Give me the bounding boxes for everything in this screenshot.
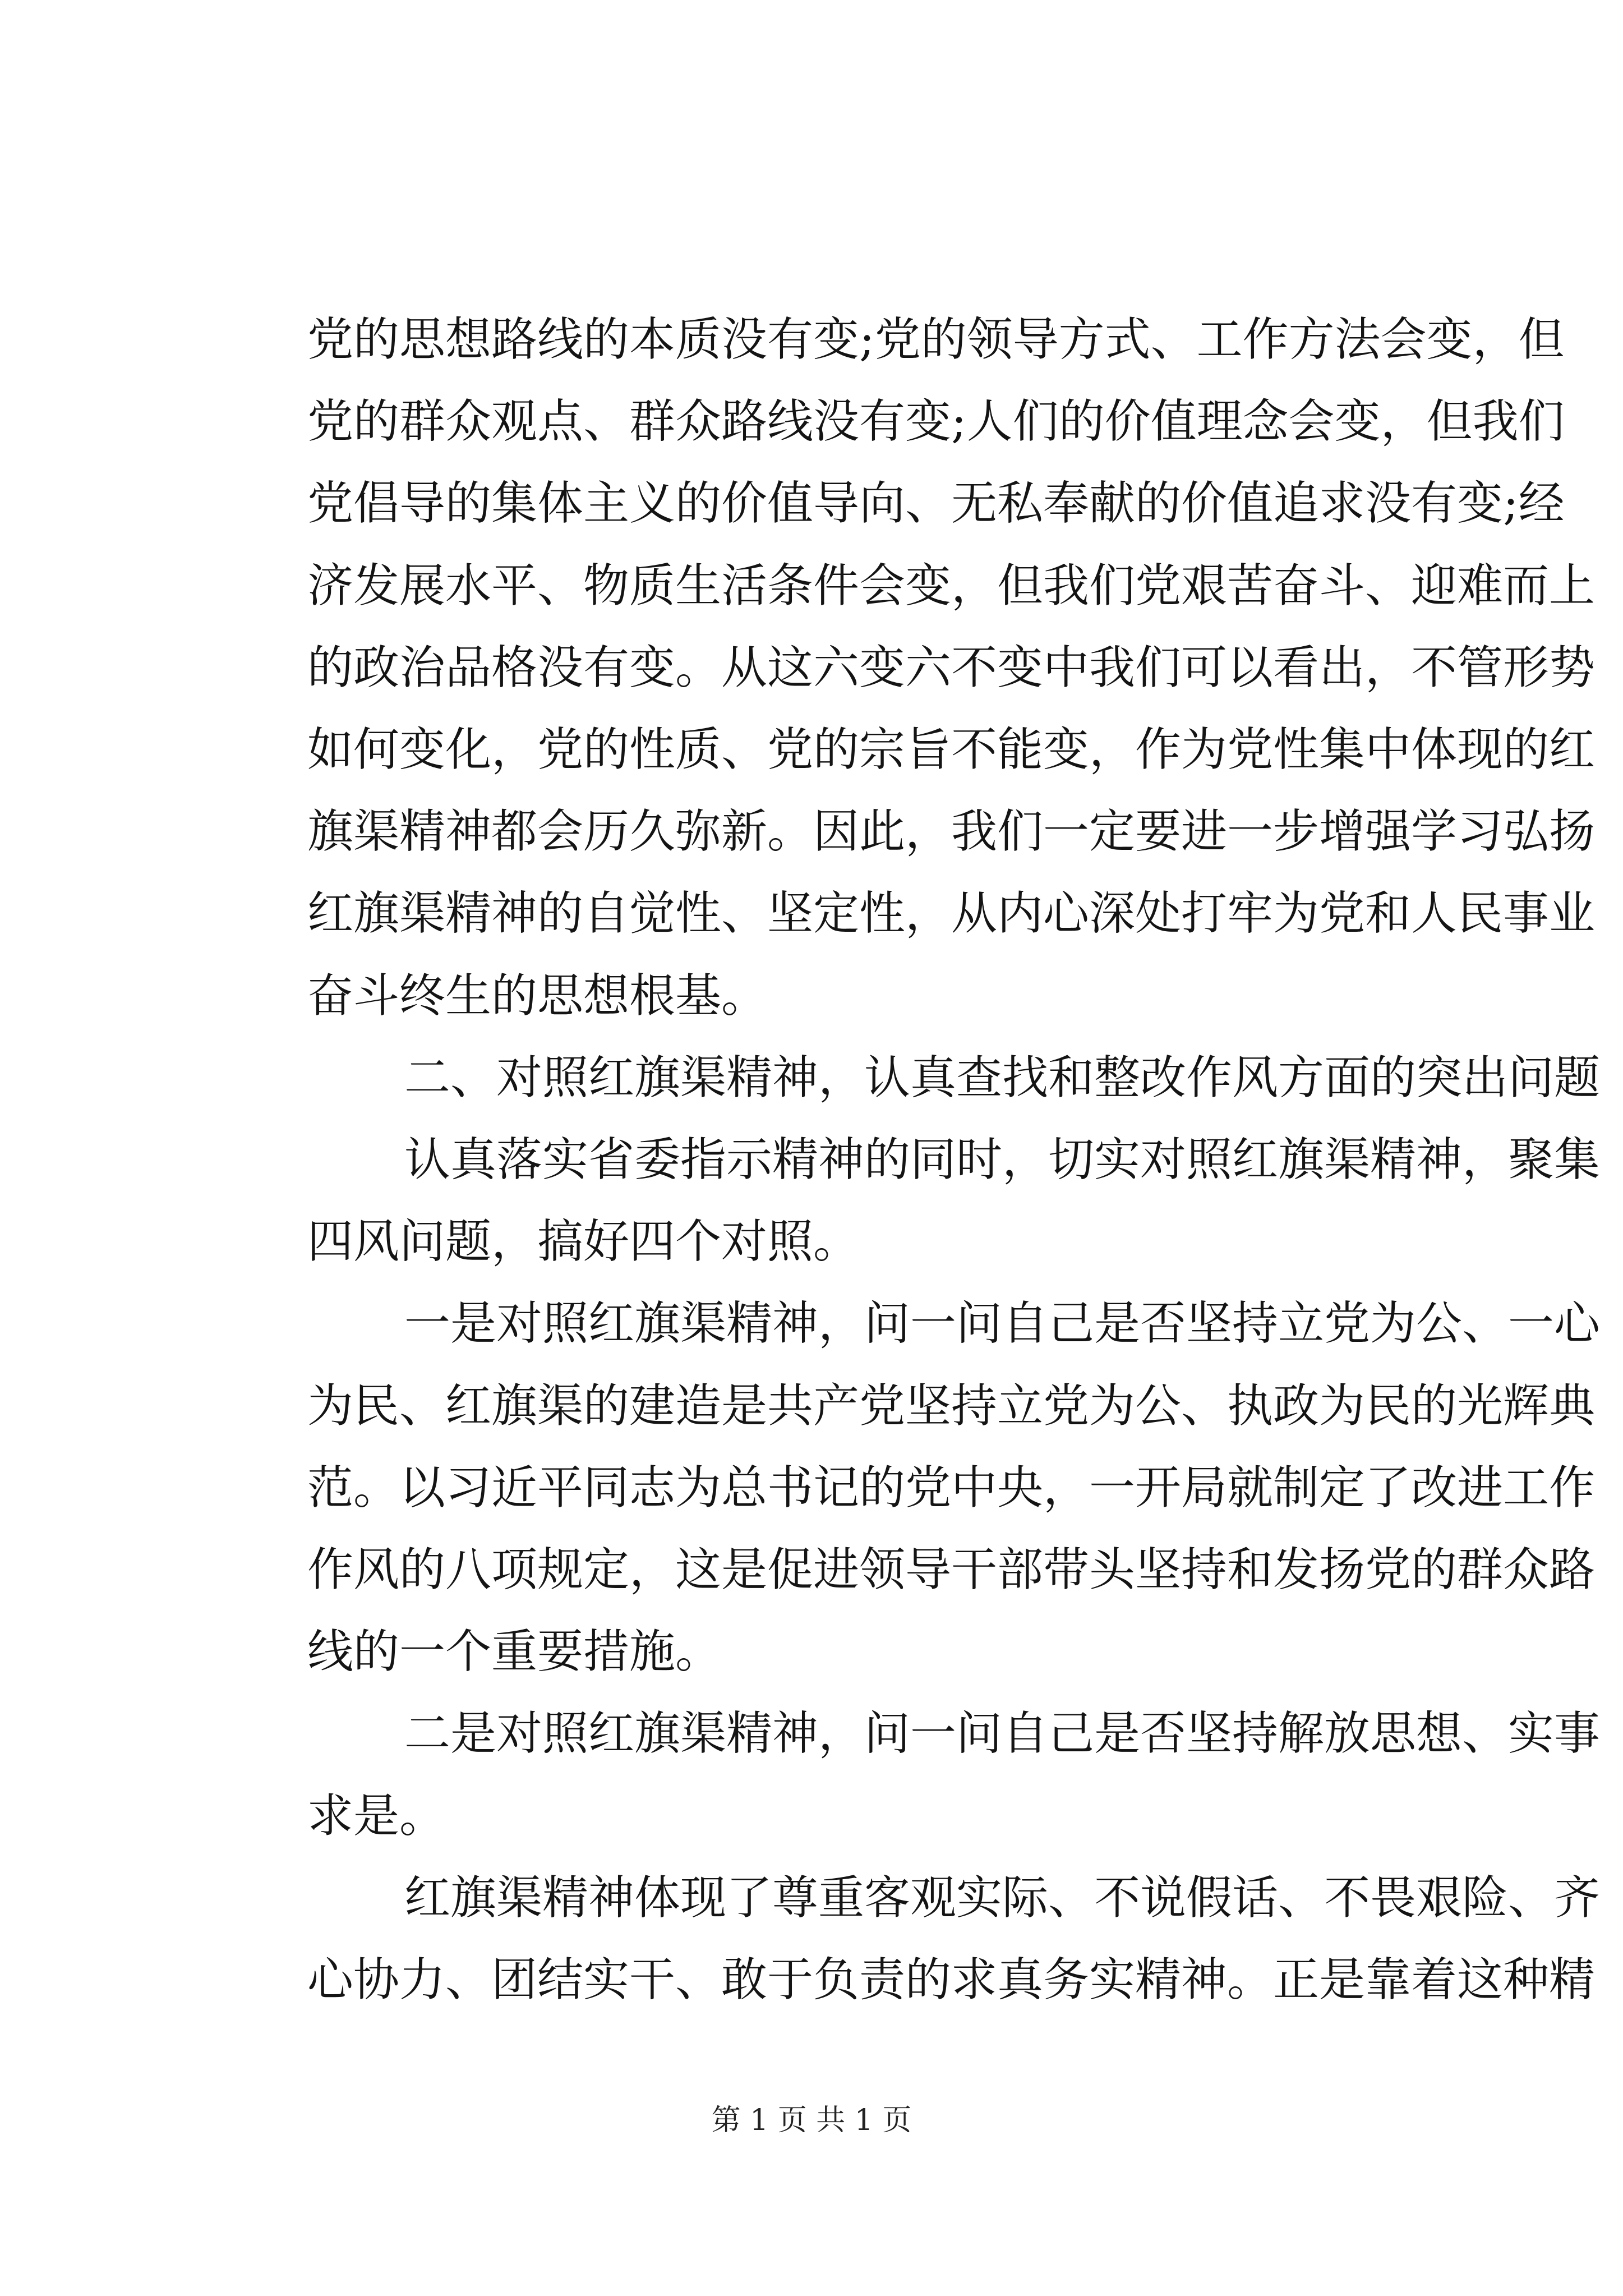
text-line: 一是对照红旗渠精神，问一问自己是否坚持立党为公、一心 bbox=[404, 1297, 1601, 1350]
section-heading: 二、对照红旗渠精神，认真查找和整改作风方面的突出问题 bbox=[404, 1051, 1601, 1105]
text-line: 四风问题，搞好四个对照。 bbox=[307, 1215, 860, 1268]
text-line: 的政治品格没有变。从这六变六不变中我们可以看出，不管形势 bbox=[307, 641, 1596, 694]
text-line: 作风的八项规定，这是促进领导干部带头坚持和发扬党的群众路 bbox=[307, 1543, 1596, 1596]
page-number-footer: 第 1 页 共 1 页 bbox=[711, 2104, 912, 2137]
text-line: 心协力、团结实干、敢于负责的求真务实精神。正是靠着这种精 bbox=[307, 1953, 1596, 2007]
text-line: 党倡导的集体主义的价值导向、无私奉献的价值追求没有变;经 bbox=[307, 477, 1565, 530]
text-line: 二是对照红旗渠精神，问一问自己是否坚持解放思想、实事 bbox=[404, 1707, 1601, 1760]
text-line: 范。以习近平同志为总书记的党中央，一开局就制定了改进工作 bbox=[307, 1461, 1596, 1515]
text-line: 认真落实省委指示精神的同时，切实对照红旗渠精神，聚集 bbox=[404, 1133, 1601, 1186]
text-line: 奋斗终生的思想根基。 bbox=[307, 969, 768, 1023]
text-line: 线的一个重要措施。 bbox=[307, 1625, 722, 1678]
text-line: 求是。 bbox=[307, 1789, 446, 1843]
text-line: 红旗渠精神的自觉性、坚定性，从内心深处打牢为党和人民事业 bbox=[307, 887, 1596, 940]
text-line: 为民、红旗渠的建造是共产党坚持立党为公、执政为民的光辉典 bbox=[307, 1379, 1596, 1433]
text-line: 旗渠精神都会历久弥新。因此，我们一定要进一步增强学习弘扬 bbox=[307, 805, 1596, 858]
text-line: 党的群众观点、群众路线没有变;人们的价值理念会变，但我们 bbox=[307, 395, 1565, 448]
text-line: 济发展水平、物质生活条件会变，但我们党艰苦奋斗、迎难而上 bbox=[307, 559, 1596, 613]
text-line: 如何变化，党的性质、党的宗旨不能变，作为党性集中体现的红 bbox=[307, 723, 1596, 776]
text-line: 党的思想路线的本质没有变;党的领导方式、工作方法会变，但 bbox=[307, 313, 1565, 366]
text-line: 红旗渠精神体现了尊重客观实际、不说假话、不畏艰险、齐 bbox=[404, 1871, 1601, 1925]
